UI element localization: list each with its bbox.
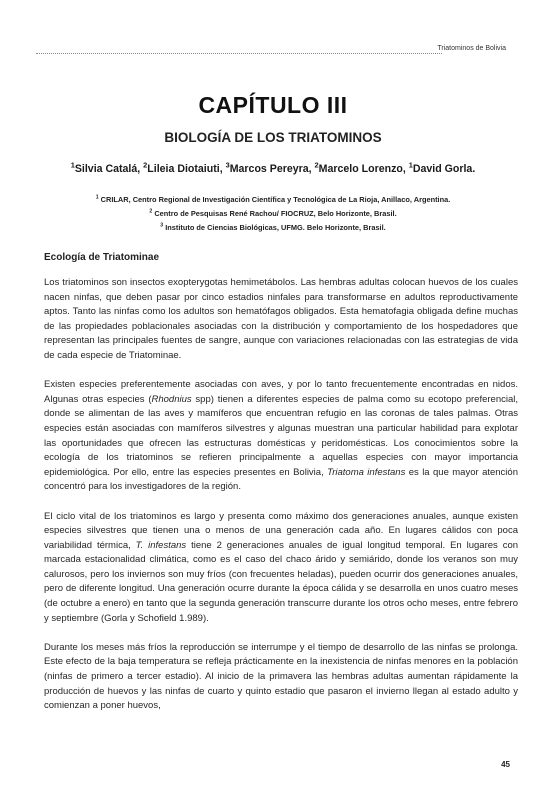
author [314, 160, 406, 175]
paragraph [44, 378, 518, 495]
affiliations [0, 193, 546, 235]
affiliation-text: Centro de Pesquisas René Rachou/ FIOCRUZ, Belo Horizonte, Brasil. [154, 209, 397, 218]
author-sup: 1 [408, 160, 413, 170]
text-run: spp) tienen a diferentes especies de palma como su ecotopo preferencial, donde se alimentan de las aves y mamíferos que encuentran refugio en las coronas de tales palmas. Otras especies están asociadas con mamíferos silvestres y algunas muestran una particular habilidad para explotar las oportunidades que ofrecen las estructuras domésticas y peridomésticas. Los conocimientos sobre la ecología de los triatominos se refieren principalmente a aquellas especies con mayor importancia epidemiológica. Por ello, entre las especies presentes en Bolivia, [44, 393, 519, 478]
author-sup: 1 [70, 160, 75, 170]
affiliation-sup: 2 [149, 208, 153, 215]
text-run: Existen especies preferentemente asociadas con aves, y por lo tanto frecuentemente encontradas en nidos. Algunas otras especies ( [44, 379, 518, 405]
text-run: El ciclo vital de los triatominos es largo y presenta como máximo dos generaciones anuales, aunque existen especies silvestres que tienen una o menos de una generación cada año. En lugares cálidos con poca variabilidad térmica, [44, 510, 518, 551]
author-sup: 2 [314, 160, 319, 170]
chapter-subtitle: BIOLOGÍA DE LOS TRIATOMINOS [164, 130, 382, 145]
affiliation [0, 221, 546, 235]
paragraph [44, 510, 518, 627]
italic-term: Rhodnius [151, 393, 192, 405]
affiliation-sup: 1 [95, 194, 99, 201]
affiliation [0, 193, 546, 207]
chapter-title: CAPÍTULO III [198, 92, 348, 118]
affiliation-text: CRILAR, Centro Regional de Investigación Científica y Tecnológica de La Rioja, Anillaco, Argentina. [100, 195, 451, 204]
affiliation-sup: 3 [160, 222, 164, 229]
affiliation-text: Instituto de Ciencias Biológicas, UFMG. Belo Horizonte, Brasil. [165, 223, 386, 232]
author-name: Silvia Catalá, [74, 163, 141, 175]
author [143, 160, 223, 175]
section-heading: Ecología de Triatominae [44, 252, 160, 263]
text-run: es la que mayor atención concentró para los investigadores de la región. [44, 466, 518, 493]
page-number: 45 [501, 760, 510, 769]
author-name: David Gorla. [412, 163, 476, 175]
author [70, 160, 141, 175]
author-sup: 3 [225, 160, 230, 170]
italic-term: Triatoma infestans [327, 466, 406, 478]
author [408, 160, 476, 175]
paragraph [44, 641, 518, 714]
text-run: Los triatominos son insectos exopterygotas hemimetábolos. Las hembras adultas colocan huevos de los cuales nacen ninfas, que deben pasar por cinco estadios ninfales para transformarse en adultos reproductivamente aptos. Tanto las ninfas como los adultos son hematófagos obligados. Esta hematofagia obligada define muchas de las propiedades poblacionales asociadas con la distribución y comportamiento de los hospedadores que representan las principales fuentes de sangre, aunque con variaciones relacionadas con las estrategias de vida de cada especie de Triatominae. [44, 277, 518, 361]
author-list [0, 160, 546, 175]
text-run: Durante los meses más fríos la reproducción se interrumpe y el tiempo de desarrollo de las ninfas se prolonga. Este efecto de la baja temperatura se refleja prácticamente en la inexistencia de ninfas menores en la población (ninfas de primero a tercer estadio). Al inicio de la primavera las hembras adultas aumentan rápidamente la producción de huevos y las ninfas de cuarto y quinto estadio que pasaron el invierno llegan al estado adulto y comienzan a poner huevos, [44, 641, 518, 712]
affiliation [0, 207, 546, 221]
text-run: tiene 2 generaciones anuales de igual longitud temporal. En lugares con marcada estacionalidad climática, como es el caso del chaco árido y semiárido, donde los veranos son muy calurosos, pero los inviernos son muy fríos (con frecuentes heladas), pueden ocurrir dos generaciones anuales, pero de diferente longitud. Una generación ocurre durante la época cálida y se desarrolla en unos cuatro meses (de octubre a enero) en tanto que la segunda generación transcurre durante los otros ocho meses, entre febrero y septiembre (Gorla y Schofield 1.989). [44, 539, 519, 624]
running-head: Triatominos de Bolivia [437, 45, 506, 52]
author-name: Marcos Pereyra, [229, 163, 312, 175]
header-rule [36, 53, 442, 54]
author [225, 160, 312, 175]
paragraph [44, 276, 518, 364]
body-text [44, 276, 518, 728]
author-name: Marcelo Lorenzo, [318, 163, 406, 175]
italic-term: T. infestans [135, 539, 187, 551]
author-sup: 2 [143, 160, 148, 170]
author-name: Lileia Diotaiuti, [147, 163, 223, 175]
